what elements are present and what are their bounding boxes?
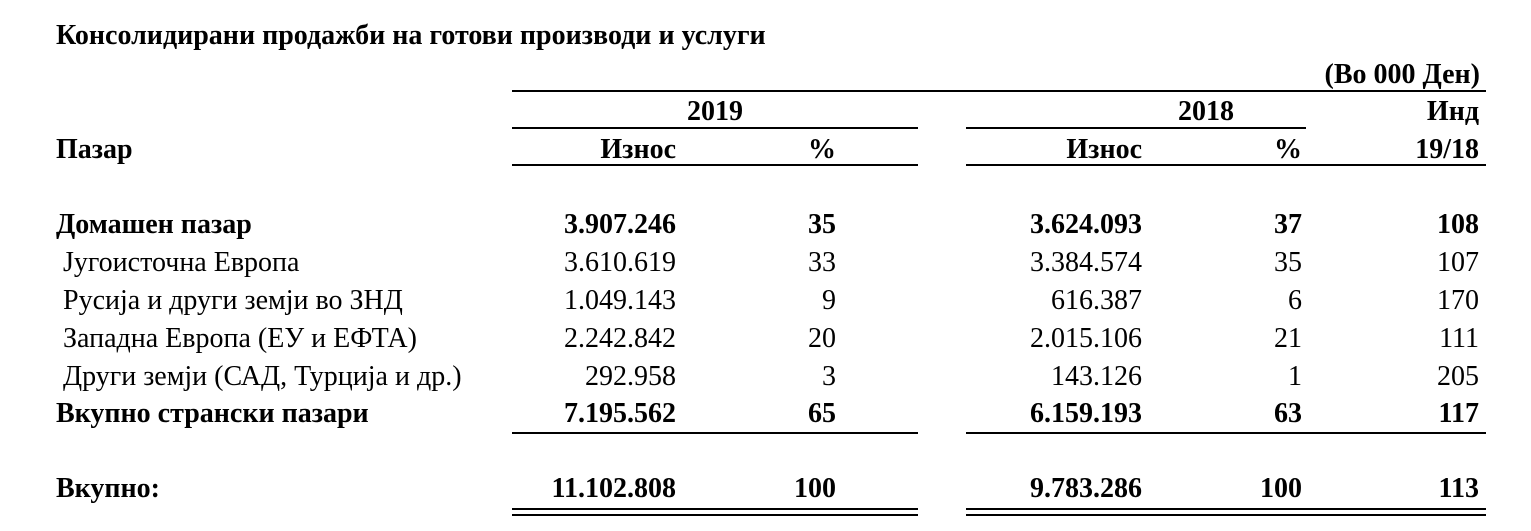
cell-pct-2019: 20 <box>808 323 836 354</box>
row-label-domestic: Домашен пазар <box>56 209 252 240</box>
total-index: 113 <box>1438 473 1479 504</box>
cell-amount-2018: 616.387 <box>1051 285 1142 316</box>
amount-2019-header: Износ <box>600 134 676 165</box>
year-2019-header: 2019 <box>687 96 743 127</box>
cell-pct-2018: 1 <box>1288 361 1302 392</box>
amount-2018-header: Износ <box>1066 134 1142 165</box>
cell-index: 108 <box>1437 209 1479 240</box>
cell-index: 117 <box>1438 398 1479 429</box>
cell-pct-2019: 33 <box>808 247 836 278</box>
cell-pct-2019: 9 <box>822 285 836 316</box>
total-pct-2019: 100 <box>794 473 836 504</box>
cell-pct-2018: 21 <box>1274 323 1302 354</box>
cell-amount-2018: 143.126 <box>1051 361 1142 392</box>
cell-amount-2019: 3.610.619 <box>564 247 676 278</box>
cell-pct-2018: 35 <box>1274 247 1302 278</box>
row-label-southeast-europe: Југоисточна Европа <box>63 247 300 278</box>
cell-amount-2018: 3.384.574 <box>1030 247 1142 278</box>
total-double-rule-2018-a <box>966 508 1486 510</box>
unit-label: (Во 000 Ден) <box>1324 59 1480 90</box>
subtotal-rule-2019 <box>512 432 918 434</box>
header-bottom-rule-2019 <box>512 164 918 166</box>
cell-index: 107 <box>1437 247 1479 278</box>
cell-index: 170 <box>1437 285 1479 316</box>
row-label-russia-cis: Русија и други земји во ЗНД <box>63 285 403 316</box>
index-header-line1: Инд <box>1426 96 1479 127</box>
cell-amount-2019: 292.958 <box>585 361 676 392</box>
cell-pct-2019: 35 <box>808 209 836 240</box>
cell-amount-2019: 2.242.842 <box>564 323 676 354</box>
cell-amount-2018: 6.159.193 <box>1030 398 1142 429</box>
cell-amount-2019: 7.195.562 <box>564 398 676 429</box>
total-double-rule-2018-b <box>966 514 1486 516</box>
market-header: Пазар <box>56 134 133 165</box>
subtotal-rule-2018 <box>966 432 1486 434</box>
year-2018-rule <box>966 127 1306 129</box>
cell-pct-2018: 63 <box>1274 398 1302 429</box>
cell-index: 205 <box>1437 361 1479 392</box>
total-amount-2019: 11.102.808 <box>551 473 676 504</box>
pct-2019-header: % <box>808 134 836 165</box>
total-pct-2018: 100 <box>1260 473 1302 504</box>
index-header-line2: 19/18 <box>1415 134 1479 165</box>
total-double-rule-2019-b <box>512 514 918 516</box>
cell-amount-2018: 3.624.093 <box>1030 209 1142 240</box>
row-label-grand-total: Вкупно: <box>56 473 161 504</box>
table-title: Консолидирани продажби на готови производи и услуги <box>56 20 766 51</box>
row-label-other-countries: Други земји (САД, Турција и др.) <box>63 361 462 392</box>
cell-pct-2018: 6 <box>1288 285 1302 316</box>
header-bottom-rule-2018 <box>966 164 1486 166</box>
header-top-rule <box>512 90 1486 92</box>
cell-amount-2019: 1.049.143 <box>564 285 676 316</box>
cell-pct-2019: 65 <box>808 398 836 429</box>
row-label-western-europe: Западна Европа (ЕУ и ЕФТА) <box>63 323 417 354</box>
row-label-foreign-total: Вкупно странски пазари <box>56 398 369 429</box>
total-amount-2018: 9.783.286 <box>1030 473 1142 504</box>
cell-pct-2019: 3 <box>822 361 836 392</box>
cell-pct-2018: 37 <box>1274 209 1302 240</box>
cell-amount-2018: 2.015.106 <box>1030 323 1142 354</box>
cell-amount-2019: 3.907.246 <box>564 209 676 240</box>
total-double-rule-2019-a <box>512 508 918 510</box>
pct-2018-header: % <box>1274 134 1302 165</box>
year-2019-rule <box>512 127 918 129</box>
year-2018-header: 2018 <box>1178 96 1234 127</box>
cell-index: 111 <box>1439 323 1479 354</box>
